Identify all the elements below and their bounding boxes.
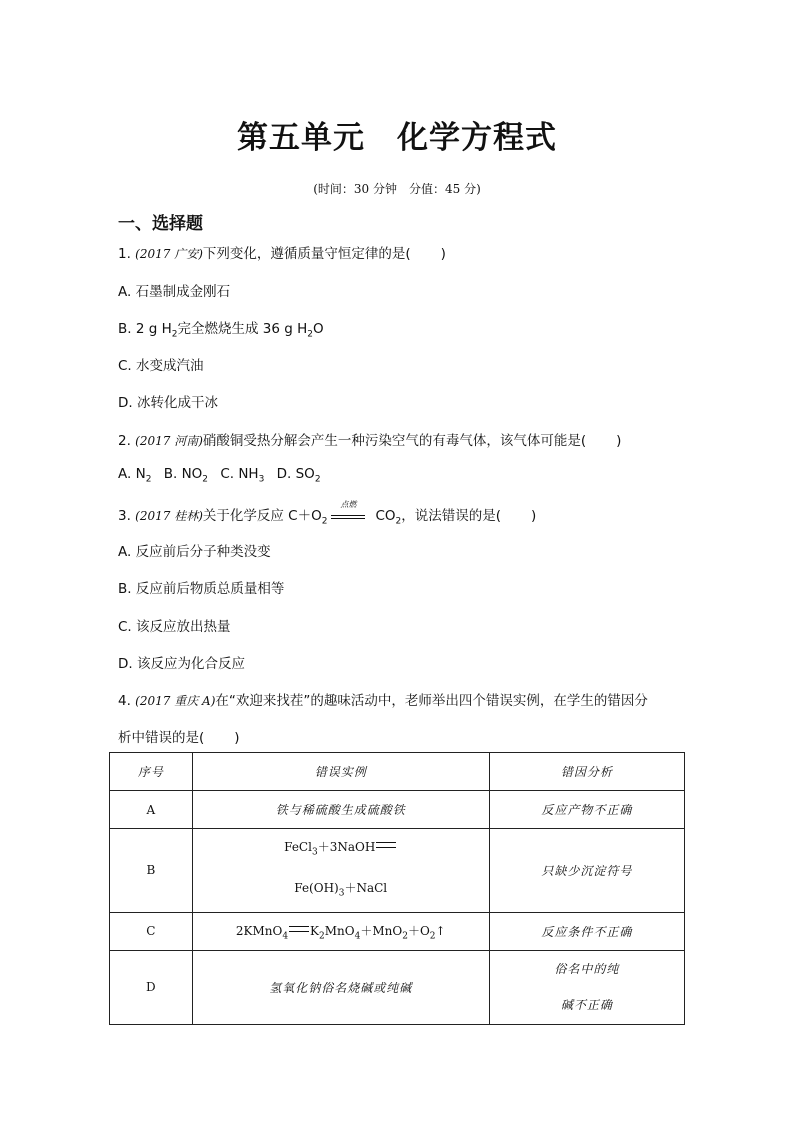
row-analysis: 反应产物不正确 bbox=[489, 791, 684, 829]
table-header: 错误实例 bbox=[192, 753, 489, 791]
table-row bbox=[110, 950, 685, 1024]
question-1-stem: 1. (2017 广安)下列变化，遵循质量守恒定律的是( ) bbox=[118, 246, 446, 262]
row-id: B bbox=[110, 829, 193, 913]
page-title: 第五单元 化学方程式 bbox=[237, 120, 557, 156]
question-1-option-b: B. 2 g $H_2$完全燃烧生成 36 g $H_2O$ bbox=[118, 321, 324, 340]
row-example: 氢氧化钠俗名烧碱或纯碱 bbox=[192, 950, 489, 1024]
table-header: 序号 bbox=[110, 753, 193, 791]
question-1-source: (2017 广安) bbox=[135, 247, 203, 261]
question-2-option-a: A. $N_2$ bbox=[118, 466, 152, 485]
table-row bbox=[110, 912, 685, 950]
row-example: FeCl$_3$＋3NaOH $Fe(OH)_3+NaCl$ bbox=[192, 829, 489, 913]
row-analysis: 只缺少沉淀符号 bbox=[489, 829, 684, 913]
question-4-source: (2017 重庆 A) bbox=[135, 694, 216, 708]
question-3-option-a: A. 反应前后分子种类没变 bbox=[118, 544, 271, 560]
question-1-option-c: C. 水变成汽油 bbox=[118, 358, 204, 374]
equals-sign bbox=[289, 926, 309, 932]
exam-info: (时间：30 分钟 分值：45 分) bbox=[313, 182, 481, 196]
question-3-option-c: C. 该反应放出热量 bbox=[118, 619, 231, 635]
question-2-option-d: D. $SO_2$ bbox=[276, 466, 321, 485]
row-analysis: 俗名中的纯 碱不正确 bbox=[489, 950, 684, 1024]
question-2-source: (2017 河南) bbox=[135, 434, 203, 448]
row-id: D bbox=[110, 950, 193, 1024]
row-example: 2KMnO$_4$ $K_2MnO_4+MnO_2+O_2↑$ bbox=[192, 912, 489, 950]
question-3-stem: 3. (2017 桂林)关于化学反应 $C+O_2$ 点燃 $CO_2$，说法错误的是( ) bbox=[118, 500, 537, 527]
question-4-stem: 4. (2017 重庆 A)在“欢迎来找茬”的趣味活动中，老师举出四个错误实例，在学生的错因分 bbox=[118, 693, 648, 709]
table-header: 错因分析 bbox=[489, 753, 684, 791]
table-header-row bbox=[110, 753, 685, 791]
equals-sign bbox=[376, 842, 396, 848]
row-example: 铁与稀硫酸生成硫酸铁 bbox=[192, 791, 489, 829]
question-2-options bbox=[118, 466, 329, 485]
row-id: C bbox=[110, 912, 193, 950]
question-3-option-b: B. 反应前后物质总质量相等 bbox=[118, 581, 285, 597]
table-row bbox=[110, 829, 685, 913]
error-analysis-table bbox=[109, 752, 685, 1025]
question-2-option-b: B. $NO_2$ bbox=[163, 466, 209, 485]
row-analysis: 反应条件不正确 bbox=[489, 912, 684, 950]
question-3-option-d: D. 该反应为化合反应 bbox=[118, 656, 245, 672]
row-id: A bbox=[110, 791, 193, 829]
question-4-stem-continued: 析中错误的是( ) bbox=[118, 730, 240, 746]
question-3-source: (2017 桂林) bbox=[135, 509, 203, 523]
question-2-option-c: C. $NH_3$ bbox=[220, 466, 265, 485]
section-heading: 一、选择题 bbox=[118, 214, 203, 234]
reaction-condition: 点燃 bbox=[331, 507, 365, 523]
question-1-option-d: D. 冰转化成干冰 bbox=[118, 395, 218, 411]
question-2-stem: 2. (2017 河南)硝酸铜受热分解会产生一种污染空气的有毒气体，该气体可能是( ) bbox=[118, 433, 622, 449]
question-1-option-a: A. 石墨制成金刚石 bbox=[118, 284, 231, 300]
table-row bbox=[110, 791, 685, 829]
